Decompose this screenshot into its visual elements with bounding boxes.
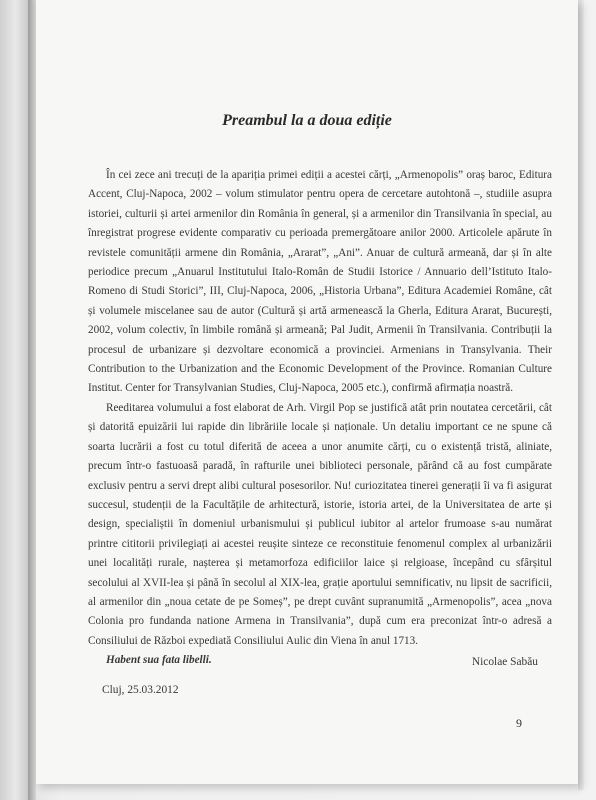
place-date: Cluj, 25.03.2012 bbox=[102, 684, 179, 696]
signature-block bbox=[88, 656, 552, 716]
page-title: Preambul la a doua ediție bbox=[222, 112, 392, 129]
page-edge bbox=[578, 0, 584, 790]
latin-motto: Habent sua fata libelli. bbox=[106, 654, 212, 667]
preamble-text bbox=[88, 166, 552, 671]
spine-edge bbox=[28, 0, 36, 800]
page-number: 9 bbox=[516, 716, 522, 730]
paragraph-2: Reeditarea volumului a fost elaborat de Arh. Virgil Pop se justifică atât prin noutatea cercetării, cât și datorită epuizării lui rapide din librăriile locale și naționale. Un detaliu important ce ne spune că soarta lucrării a fost cu totul diferită de aceea a unor anumite cărți, cu o existență tristă, aliniate, precum într-o fastuoasă paradă, în rafturile unei biblioteci personale, părând că au fost cumpărate exclusiv pentru a servi drept alibi cultural posesorilor. Nu! curiozitatea tinerei generații îi va fi asigurat succesul, studenții de la Facultățile de arhitectură, istorie, istoria artei, de la Universitatea de arte și design, specialiștii în domeniul urbanismului și publicul iubitor al artelor frumoase s-au numărat printre cititorii privilegiați ai acestei reușite sinteze ce reconstituie fenomenul complex al urbanizării unei localități rurale, nașterea și metamorfoza edificiilor laice și relgioase, începând cu sfârșitul secolului al XVII-lea și până în secolul al XIX-lea, grație aportului semnificativ, nu lipsit de sacrificii, al armenilor din „noua cetate de pe Someș”, pe drept cuvânt supranumită „Armenopolis”, acea „nova Colonia pro fundanda natione Armena in Transilvania”, după cum era preconizat într-o adresă a Consiliului de Război expediată Consiliului Aulic din Viena în anul 1713. bbox=[88, 401, 552, 647]
author-name: Nicolae Sabău bbox=[471, 656, 538, 668]
paragraph-1: În cei zece ani trecuți de la apariția primei ediții a acestei cărți, „Armenopolis” oraș baroc, Editura Accent, Cluj-Napoca, 2002 – volum stimulator pentru opera de cercetare autohtonă –, studiile asupra istoriei, culturii și artei armenilor din România în general, și a armenilor din Transilvania în special, au înregistrat progrese evidente comparativ cu perioada premergătoare anilor 2000. Articolele apărute în revistele comunității armene din România, „Ararat”, „Ani”. Anuar de cultură armeană, dar și în alte periodice precum „Anuarul Institutului Italo-Român de Studii Istorice / Annuario dell’Istituto Italo-Romeno di Studi Storici”, III, Cluj-Napoca, 2006, „Historia Urbana”, Editura Academiei Române, cât și volumele miscelanee sau de autor (Cultură și artă armenească la Gherla, Editura Ararat, București, 2002, volum colectiv, în limbile română și armeană; Pal Judit, Armenii în Transilvania. Contribuții la procesul de urbanizare și dezvoltare economică a provinciei. Armenians in Transylvania. Their Contribution to the Urbanization and the Economic Development of the Province. Romanian Culture Institut. Center for Transylvanian Studies, Cluj-Napoca, 2005 etc.), confirmă afirmația noastră. bbox=[88, 169, 552, 395]
book-page bbox=[36, 0, 578, 784]
